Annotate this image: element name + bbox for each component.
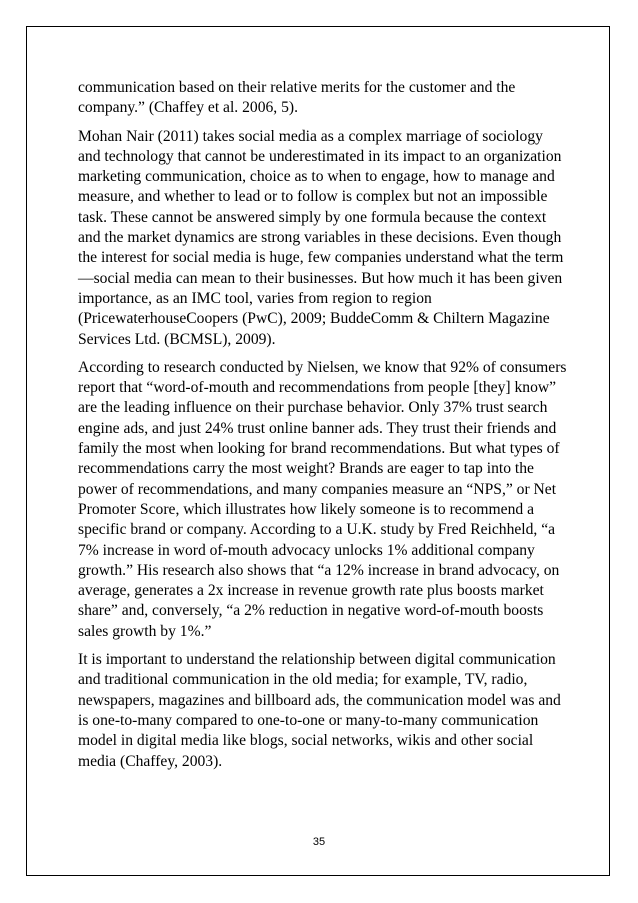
document-body <box>78 78 568 780</box>
paragraph-digital-vs-traditional: It is important to understand the relationship between digital communication and traditional communication in the old media; for example, TV, radio, newspapers, magazines and billboard ads, the communication model was and is one-to-many compared to one-to-one or many-to-many communication model in digital media like blogs, social networks, wikis and other social media (Chaffey, 2003). <box>78 651 561 770</box>
paragraph-nielsen-research: According to research conducted by Nielsen, we know that 92% of consumers report that “word-of-mouth and recommendations from people [they] know” are the leading influence on their purchase behavior. Only 37% trust search engine ads, and just 24% trust online banner ads. They trust their friends and family the most when looking for brand recommendations. But what types of recommendations carry the most weight? Brands are eager to tap into the power of recommendations, and many companies measure an “NPS,” or Net Promoter Score, which illustrates how likely someone is to recommend a specific brand or company. According to a U.K. study by Fred Reichheld, “a 7% increase in word of-mouth advocacy unlocks 1% additional company growth.” His research also shows that “a 12% increase in brand advocacy, on average, generates a 2x increase in revenue growth rate plus boosts market share” and, conversely, “a 2% reduction in negative word-of-mouth boosts sales growth by 1%.” <box>78 358 567 640</box>
paragraph-mohan-nair: Mohan Nair (2011) takes social media as a complex marriage of sociology and technology that cannot be underestimated in its impact to an organization marketing communication, choice as to when to engage, how to manage and measure, and whether to lead or to follow is complex but not an impossible task. These cannot be answered simply by one formula because the context and the market dynamics are strong variables in these decisions. Even though the interest for social media is huge, few companies understand what the term ―social media can mean to their businesses. But how much it has been given importance, as an IMC tool, varies from region to region (PricewaterhouseCoopers (PwC), 2009; BuddeComm & Chiltern Magazine Services Ltd. (BCMSL), 2009). <box>78 127 564 348</box>
paragraph-continuation: communication based on their relative merits for the customer and the company.” (Chaffey et al. 2006, 5). <box>78 79 516 117</box>
page-number: 35 <box>312 836 326 848</box>
